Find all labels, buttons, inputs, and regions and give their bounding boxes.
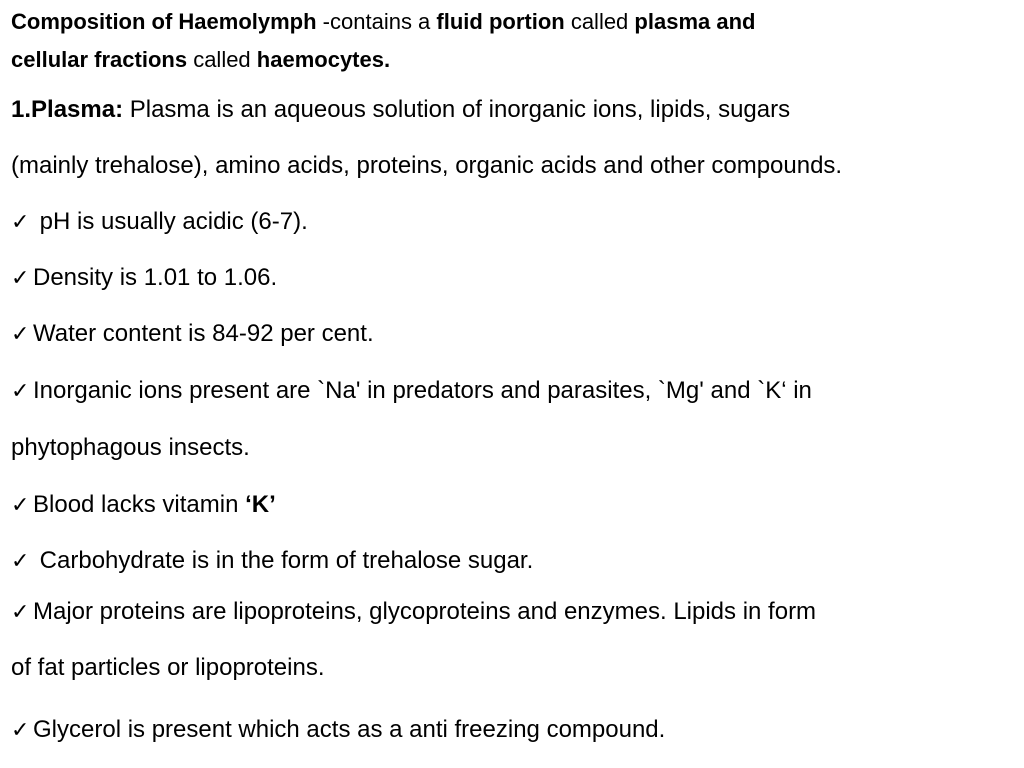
bullet-density [11,263,277,293]
plasma-label: 1.Plasma: [11,96,124,123]
title-term-plasma: plasma and [634,9,756,34]
title-term-fluid-portion: fluid portion [436,9,565,34]
bullet-text: Carbohydrate is in the form of trehalose sugar. [33,547,534,574]
bullet-text: Water content is 84-92 per cent. [33,320,374,347]
bullet-text: Glycerol is present which acts as a anti freezing compound. [33,716,666,743]
bullet-proteins-line-2: of fat particles or lipoproteins. [11,654,325,681]
bullet-vitamin [11,490,276,520]
bullet-text: pH is usually acidic (6-7). [33,208,308,235]
bullet-ph [11,207,308,237]
checkmark-icon: ✓ [11,548,30,573]
bullet-text: Major proteins are lipoproteins, glycoproteins and enzymes. Lipids in form [33,598,817,625]
checkmark-icon: ✓ [11,492,30,517]
plasma-definition-text: Plasma is an aqueous solution of inorganic ions, lipids, sugars [123,96,791,123]
checkmark-icon: ✓ [11,209,30,234]
checkmark-icon: ✓ [11,378,30,403]
title-text: -contains a [316,9,437,34]
bullet-proteins-line-1 [11,597,816,627]
plasma-definition-line-2: (mainly trehalose), amino acids, proteins, organic acids and other compounds. [11,152,843,179]
bullet-glycerol [11,715,665,745]
checkmark-icon: ✓ [11,265,30,290]
vitamin-k: ‘K’ [245,491,276,518]
checkmark-icon: ✓ [11,599,30,624]
plasma-definition-line-1 [11,95,790,125]
bullet-ions-line-2: phytophagous insects. [11,434,250,461]
title-term-haemolymph: Composition of Haemolymph [11,9,317,34]
title-term-cellular-fractions: cellular fractions [11,47,188,72]
title-line-2 [11,46,390,74]
bullet-water [11,319,374,349]
checkmark-icon: ✓ [11,717,30,742]
title-line-1 [11,8,755,36]
title-text: called [564,9,635,34]
checkmark-icon: ✓ [11,321,30,346]
bullet-carbohydrate [11,546,533,576]
bullet-text: Inorganic ions present are `Na' in predators and parasites, `Mg' and `K‘ in [33,377,812,404]
title-text: called [187,47,257,72]
bullet-text: Density is 1.01 to 1.06. [33,264,278,291]
title-term-haemocytes: haemocytes. [256,47,391,72]
bullet-ions-line-1 [11,376,812,406]
bullet-text: Blood lacks vitamin [33,491,246,518]
